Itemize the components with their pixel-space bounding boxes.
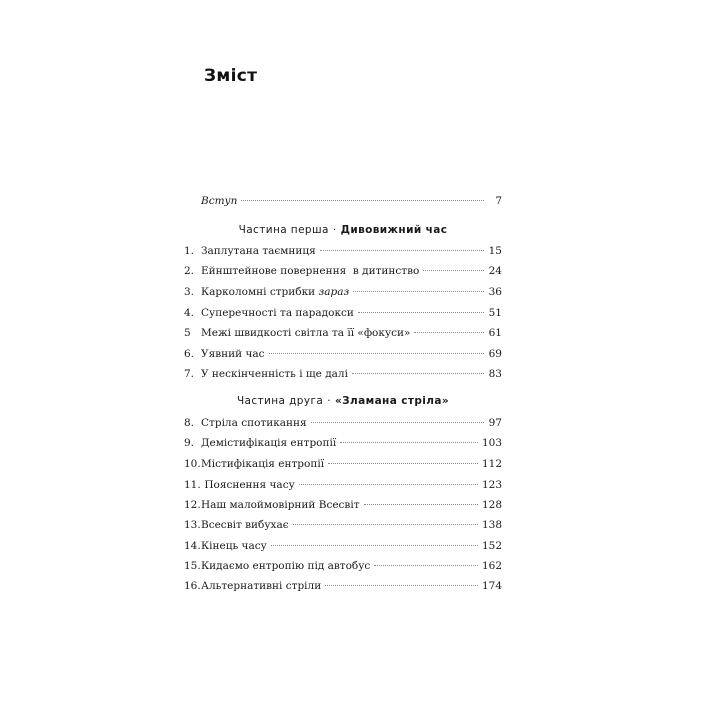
chapter-number: 10. — [184, 458, 201, 470]
toc-entry-chapter-6[interactable] — [184, 346, 502, 362]
toc-entry-title: Межі швидкості світла та її «фокуси» — [201, 327, 411, 339]
toc-entry-page: 162 — [481, 560, 502, 572]
chapter-number: 11. — [184, 479, 201, 491]
chapter-number: 14. — [184, 540, 201, 552]
chapter-number: 3. — [184, 286, 195, 298]
dot-leader — [241, 199, 484, 201]
toc-entry-page: 51 — [488, 307, 502, 319]
toc-entry-chapter-1[interactable] — [184, 243, 502, 259]
part-separator: · — [332, 224, 337, 236]
dot-leader — [311, 421, 484, 423]
toc-entry-page: 15 — [488, 245, 502, 257]
toc-entry-chapter-5[interactable] — [184, 325, 502, 341]
toc-entry-page: 69 — [488, 348, 502, 360]
dot-leader — [293, 523, 478, 525]
toc-entry-title: Суперечності та парадокси — [201, 307, 354, 319]
chapter-number: 7. — [184, 368, 195, 380]
dot-leader — [352, 372, 484, 374]
toc-entry-title: Заплутана таємниця — [201, 245, 316, 257]
chapter-number: 13. — [184, 519, 201, 531]
toc-entry-title: Кінець часу — [201, 540, 267, 552]
dot-leader — [271, 544, 478, 546]
toc-entry-title: Уявний час — [201, 348, 265, 360]
toc-entry-chapter-8[interactable] — [184, 415, 502, 431]
dot-leader — [353, 290, 484, 292]
toc-entry-page: 61 — [488, 327, 502, 339]
dot-leader — [340, 441, 478, 443]
toc-entry-title: У нескінченність і ще далі — [201, 368, 348, 380]
part-name: «Зламана стріла» — [334, 395, 450, 407]
chapter-number: 5 — [184, 327, 191, 339]
toc-entry-page: 138 — [481, 519, 502, 531]
toc-entry-page: 83 — [488, 368, 502, 380]
dot-leader — [374, 564, 478, 566]
toc-entry-page: 36 — [488, 286, 502, 298]
toc-entry-intro[interactable] — [184, 193, 502, 209]
toc-entry-title — [201, 284, 349, 300]
toc-entry-chapter-7[interactable] — [184, 366, 502, 382]
toc-entry-chapter-4[interactable] — [184, 305, 502, 321]
toc-entry-title: Пояснення часу — [201, 479, 295, 491]
toc-entry-title: Наш малоймовірний Всесвіт — [201, 499, 360, 511]
toc-entry-page: 103 — [481, 437, 502, 449]
chapter-number: 1. — [184, 245, 195, 257]
toc-entry-page: 174 — [481, 580, 502, 592]
toc-entry-chapter-16[interactable] — [184, 578, 502, 594]
toc-entry-page: 112 — [481, 458, 502, 470]
dot-leader — [364, 503, 478, 505]
toc-entry-chapter-15[interactable] — [184, 558, 502, 574]
toc-entry-chapter-11[interactable] — [184, 477, 502, 493]
toc-entry-chapter-9[interactable] — [184, 435, 502, 451]
toc-entry-page: 24 — [488, 265, 502, 277]
toc-entry-page: 152 — [481, 540, 502, 552]
chapter-number: 8. — [184, 417, 195, 429]
toc-entry-chapter-10[interactable] — [184, 456, 502, 472]
chapter-number: 15. — [184, 560, 201, 572]
part-name: Дивовижний час — [340, 224, 448, 236]
chapter-number: 16. — [184, 580, 201, 592]
toc-entry-chapter-14[interactable] — [184, 538, 502, 554]
chapter-number: 9. — [184, 437, 195, 449]
toc-entry-chapter-12[interactable] — [184, 497, 502, 513]
dot-leader — [423, 269, 484, 271]
toc-entry-title: Демістифікація ентропії — [201, 437, 337, 449]
dot-leader — [414, 331, 484, 333]
title-text: Карколомні стрибки — [201, 286, 319, 298]
part-label: Частина перша — [238, 224, 329, 236]
dot-leader — [299, 483, 478, 485]
toc-entry-chapter-2[interactable] — [184, 263, 502, 279]
part-heading-1 — [184, 224, 502, 236]
title-emphasis: зараз — [318, 286, 350, 298]
toc-entry-page: 7 — [495, 195, 502, 207]
part-label: Частина друга — [236, 395, 324, 407]
toc-entry-title: Вступ — [201, 195, 238, 207]
toc-entry-title: Альтернативні стріли — [201, 580, 322, 592]
dot-leader — [320, 249, 484, 251]
toc-entry-page: 123 — [481, 479, 502, 491]
toc-entry-title: Ейнштейнове повернення в дитинство — [201, 265, 420, 277]
chapter-number: 12. — [184, 499, 201, 511]
toc-entry-title: Всесвіт вибухає — [201, 519, 289, 531]
toc-entry-chapter-13[interactable] — [184, 517, 502, 533]
toc-entry-page: 97 — [488, 417, 502, 429]
chapter-number: 6. — [184, 348, 195, 360]
toc-entry-title: Стріла спотикання — [201, 417, 307, 429]
toc-entry-chapter-3[interactable] — [184, 284, 502, 300]
chapter-number: 2. — [184, 265, 195, 277]
toc-entry-page: 128 — [481, 499, 502, 511]
dot-leader — [328, 462, 478, 464]
part-separator: · — [327, 395, 331, 407]
toc-entry-title: Містифікація ентропії — [201, 458, 325, 470]
dot-leader — [325, 584, 478, 586]
page-title: Зміст — [204, 66, 258, 86]
toc-entry-title: Кидаємо ентропію під автобус — [201, 560, 371, 572]
dot-leader — [358, 311, 484, 313]
chapter-number: 4. — [184, 307, 195, 319]
dot-leader — [269, 352, 484, 354]
part-heading-2 — [184, 395, 502, 407]
